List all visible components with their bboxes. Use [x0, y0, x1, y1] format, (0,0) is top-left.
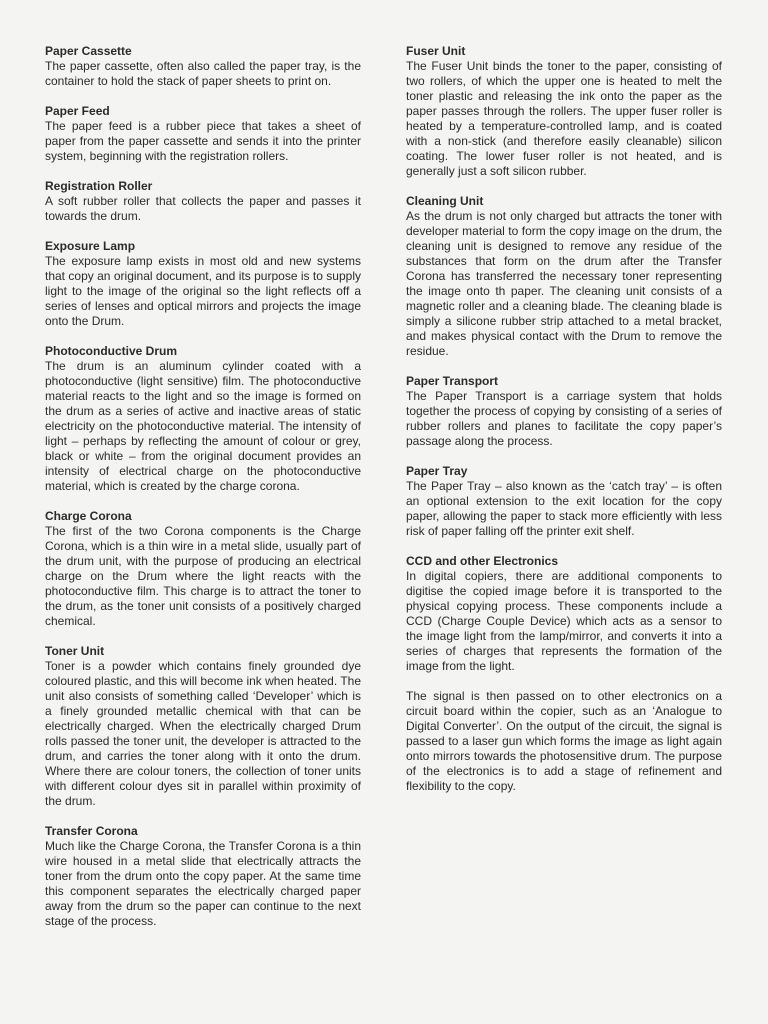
section-toner-unit	[45, 644, 361, 809]
section-heading: Transfer Corona	[45, 824, 138, 838]
section-photoconductive-drum	[45, 344, 361, 494]
section-transfer-corona	[45, 824, 361, 929]
section-body: The Paper Transport is a carriage system that holds together the process of copying by consisting of a series of rubber rollers and planes to facilitate the copy paper’s passage along the process.	[406, 389, 722, 448]
section-heading: Registration Roller	[45, 179, 153, 193]
section-body: The drum is an aluminum cylinder coated with a photoconductive (light sensitive) film. The photoconductive material reacts to the light and so the image is formed on the drum as a series of active and inactive areas of static electricity on the photoconductive material. The intensity of light – perhaps by reflecting the amount of colour or grey, black or white – from the original document provides an intensity of electrical charge on the photoconductive material, which is created by the charge corona.	[45, 359, 361, 493]
section-heading: CCD and other Electronics	[406, 554, 559, 568]
section-fuser-unit	[406, 44, 722, 179]
section-body: As the drum is not only charged but attracts the toner with developer material to form the copy image on the drum, the cleaning unit is designed to remove any residue of the substances that form on the drum after the Transfer Corona has transferred the necessary toner representing the image onto th paper. The cleaning unit consists of a magnetic roller and a cleaning blade. The cleaning blade is simply a silicone rubber strip attached to a metal bracket, and makes physical contact with the Drum to remove the residue.	[406, 209, 722, 358]
section-exposure-lamp	[45, 239, 361, 329]
section-ccd-electronics	[406, 554, 722, 794]
section-paper-transport	[406, 374, 722, 449]
section-body: Much like the Charge Corona, the Transfer Corona is a thin wire housed in a metal slide that electrically attracts the toner from the drum onto the copy paper. At the same time this component separates the electrically charged paper away from the drum so the paper can continue to the next stage of the process.	[45, 839, 361, 928]
section-heading: Charge Corona	[45, 509, 132, 523]
section-heading: Paper Tray	[406, 464, 468, 478]
right-column	[406, 44, 722, 809]
section-body: A soft rubber roller that collects the paper and passes it towards the drum.	[45, 194, 361, 223]
section-heading: Toner Unit	[45, 644, 105, 658]
section-paper-feed	[45, 104, 361, 164]
section-body: The paper cassette, often also called the paper tray, is the container to hold the stack of paper sheets to print on.	[45, 59, 361, 88]
section-heading: Fuser Unit	[406, 44, 466, 58]
section-body: The exposure lamp exists in most old and new systems that copy an original document, and its purpose is to supply light to the image of the original so the light reflects off a series of lenses and optical mirrors and projects the image onto the Drum.	[45, 254, 361, 328]
section-body: The first of the two Corona components is the Charge Corona, which is a thin wire in a metal slide, usually part of the drum unit, with the purpose of producing an electrical charge on the Drum where the light reacts with the photoconductive film. This charge is to attract the toner to the drum, as the toner unit consists of a positively charged chemical.	[45, 524, 361, 628]
section-paper-tray	[406, 464, 722, 539]
section-heading: Cleaning Unit	[406, 194, 484, 208]
section-body: In digital copiers, there are additional components to digitise the copied image before it is transported to the physical copying process. These components include a CCD (Charge Couple Device) which acts as a sensor to the image light from the lamp/mirror, and converts it into a series of charges that represents the formation of the image from the light.	[406, 569, 722, 673]
section-body: The Fuser Unit binds the toner to the paper, consisting of two rollers, of which the upper one is heated to melt the toner plastic and releasing the ink onto the paper as the paper passes through the rollers. The upper fuser roller is heated by a temperature-controlled lamp, and is coated with a non-stick (and therefore easily cleanable) silicon coating. The lower fuser roller is not heated, and is generally just a soft silicon rubber.	[406, 59, 722, 178]
section-body: The Paper Tray – also known as the ‘catch tray’ – is often an optional extension to the exit location for the copy paper, allowing the paper to stack more efficiently with less risk of paper falling off the printer exit shelf.	[406, 479, 722, 538]
section-body: The paper feed is a rubber piece that takes a sheet of paper from the paper cassette and sends it into the printer system, beginning with the registration rollers.	[45, 119, 361, 163]
section-heading: Exposure Lamp	[45, 239, 136, 253]
section-registration-roller	[45, 179, 361, 224]
left-column	[45, 44, 361, 944]
section-charge-corona	[45, 509, 361, 629]
section-cleaning-unit	[406, 194, 722, 359]
section-heading: Paper Feed	[45, 104, 110, 118]
section-heading: Paper Cassette	[45, 44, 132, 58]
section-heading: Photoconductive Drum	[45, 344, 178, 358]
section-body: Toner is a powder which contains finely grounded dye coloured plastic, and this will become ink when heated. The unit also consists of something called ‘Developer’ which is a finely grounded metallic chemical with that can be electrically charged. When the electrically charged Drum rolls passed the toner unit, the developer is attracted to the drum, and carries the toner along with it onto the drum. Where there are colour toners, the collection of toner units with different colour dyes sit in parallel within proximity of the drum.	[45, 659, 361, 808]
section-body-paragraph-2: The signal is then passed on to other electronics on a circuit board within the copier, such as an ‘Analogue to Digital Converter’. On the output of the circuit, the signal is passed to a laser gun which forms the image as light again onto mirrors towards the photosensitive drum. The purpose of the electronics is to add a stage of refinement and flexibility to the copy.	[406, 689, 722, 793]
section-paper-cassette	[45, 44, 361, 89]
section-heading: Paper Transport	[406, 374, 499, 388]
